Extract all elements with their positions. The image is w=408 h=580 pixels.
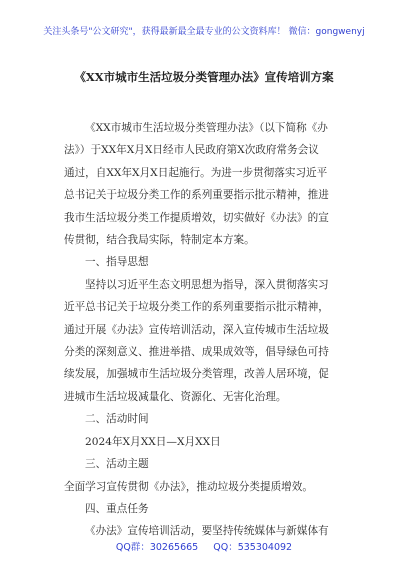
section-heading: 二、活动时间 (85, 413, 149, 426)
body-line: 通过，自XX年X月X日起施行。为进一步贯彻落实习近平 (64, 166, 328, 179)
body-line: 进城市生活垃圾减量化、资源化、无害化治理。 (64, 390, 287, 403)
body-line: 分类的深刻意义、推进举措、成果成效等，倡导绿色可持 (64, 346, 329, 359)
body-line: 通过开展《办法》宣传培训活动，深入宣传城市生活垃圾 (64, 323, 329, 336)
footer-qq-group: QQ群：30265665 (115, 542, 199, 553)
body-line: 传贯彻，结合我局实际，特制定本方案。 (64, 234, 255, 247)
body-line: 《办法》宣传培训活动，要坚持传统媒体与新媒体有 (85, 525, 329, 538)
section-heading: 一、指导思想 (85, 256, 149, 269)
body-line: 2024年X月XX日—X月XX日 (85, 435, 221, 448)
body-line: 《XX市城市生活垃圾分类管理办法》（以下简称《办 (85, 122, 328, 134)
section-heading: 四、重点任务 (85, 502, 149, 515)
document-body (64, 117, 346, 543)
body-line: 坚持以习近平生态文明思想为指导，深入贯彻落实习 (85, 278, 329, 291)
footer-contacts (0, 539, 408, 553)
footer-qq: QQ：535304092 (213, 542, 293, 553)
section-heading: 三、活动主题 (85, 458, 149, 471)
header-notice: 关注头条号"公文研究"，获得最新最全最专业的公文资料库！ 微信：gongwenyj (43, 27, 365, 37)
body-line: 总书记关于垃圾分类工作的系列重要指示批示精神，推进 (64, 189, 329, 202)
body-line: 近平总书记关于垃圾分类工作的系列重要指示批示精神， (64, 301, 329, 314)
body-line: 我市生活垃圾分类工作提质增效，切实做好《办法》的宣 (64, 211, 329, 224)
body-line: 全面学习宣传贯彻《办法》，推动垃圾分类提质增效。 (64, 480, 313, 493)
body-line: 续发展，加强城市生活垃圾分类管理，改善人居环境，促 (64, 368, 329, 381)
body-line: 法》）于XX年X月X日经市人民政府第X次政府常务会议 (64, 144, 319, 157)
document-title: 《XX市城市生活垃圾分类管理办法》宣传培训方案 (74, 70, 334, 84)
